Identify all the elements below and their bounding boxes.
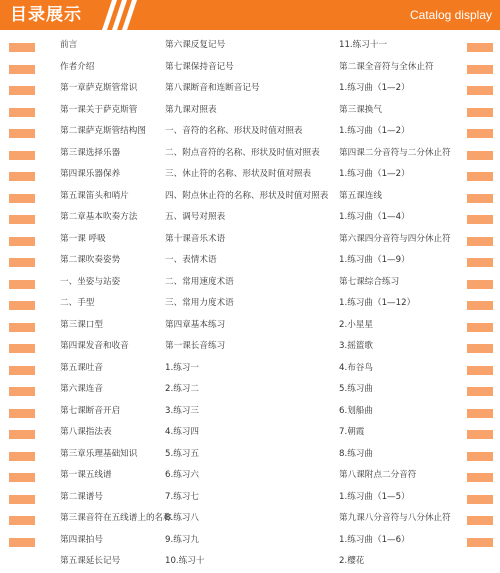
rail-bar	[467, 344, 493, 353]
rail-bar	[467, 301, 493, 310]
toc-row	[60, 121, 460, 143]
toc-entry: 一、音符的名称、形状及时值对照表	[165, 126, 303, 136]
rail-bar	[467, 65, 493, 74]
rail-bar	[9, 194, 35, 203]
toc-entry: 第六课连音	[60, 384, 103, 394]
toc-entry: 1.练习曲（1—2）	[339, 169, 410, 179]
left-decorative-rail	[9, 37, 35, 549]
rail-bar	[9, 108, 35, 117]
toc-entry: 第二课萨克斯管结构图	[60, 126, 146, 136]
toc-entry: 4.布谷鸟	[339, 362, 373, 373]
toc-entry: 作者介绍	[60, 61, 95, 72]
toc-row	[60, 35, 460, 57]
toc-entry: 第四课二分音符与二分休止符	[339, 147, 451, 158]
toc-entry: 第四章基本练习	[165, 319, 226, 330]
rail-bar	[467, 258, 493, 267]
toc-entry: 1.练习曲（1—2）	[339, 126, 410, 136]
toc-entry: 第五课连线	[339, 190, 382, 201]
toc-entry: 第八课附点二分音符	[339, 470, 417, 480]
toc-entry: 第三课选择乐器	[60, 147, 121, 158]
toc-row	[60, 315, 460, 337]
rail-bar	[9, 366, 35, 375]
toc-entry: 11.练习十一	[339, 40, 388, 50]
decorative-stripes-icon	[98, 0, 140, 30]
toc-entry: 二、附点音符的名称、形状及时值对照表	[165, 147, 320, 158]
toc-row	[60, 78, 460, 100]
toc-row	[60, 336, 460, 358]
toc-entry: 7.练习七	[165, 491, 199, 502]
toc-entry: 1.练习曲（1—5）	[339, 491, 410, 502]
toc-entry: 第五课延长记号	[60, 556, 121, 566]
toc-entry: 第八课指法表	[60, 427, 112, 437]
toc-entry: 第一课五线谱	[60, 470, 112, 480]
toc-entry: 8.练习八	[165, 513, 199, 523]
toc-row	[60, 57, 460, 79]
toc-entry: 1.练习曲（1—12）	[339, 298, 416, 308]
rail-bar	[9, 344, 35, 353]
rail-bar	[467, 151, 493, 160]
toc-entry: 三、常用力度术语	[165, 298, 234, 308]
toc-row	[60, 164, 460, 186]
rail-bar	[467, 172, 493, 181]
right-decorative-rail	[467, 37, 493, 549]
toc-entry: 二、常用速度术语	[165, 276, 234, 287]
toc-entry: 四、附点休止符的名称、形状及时值对照表	[165, 190, 329, 201]
toc-row	[60, 272, 460, 294]
toc-entry: 第四课乐器保养	[60, 169, 121, 179]
rail-bar	[467, 108, 493, 117]
toc-entry: 6.练习六	[165, 470, 199, 480]
toc-entry: 4.练习四	[165, 427, 199, 437]
rail-bar	[467, 495, 493, 504]
rail-bar	[467, 538, 493, 547]
toc-entry: 前言	[60, 40, 78, 50]
rail-bar	[9, 473, 35, 482]
toc-row	[60, 207, 460, 229]
toc-entry: 第六课反复记号	[165, 40, 226, 50]
toc-entry: 第五课吐音	[60, 362, 103, 373]
rail-bar	[467, 516, 493, 525]
toc-entry: 10.练习十	[165, 556, 205, 566]
rail-bar	[9, 323, 35, 332]
toc-entry: 第一课 呼吸	[60, 233, 106, 244]
toc-entry: 第四课拍号	[60, 534, 103, 545]
toc-entry: 2.樱花	[339, 556, 365, 566]
rail-bar	[9, 43, 35, 52]
rail-bar	[9, 280, 35, 289]
toc-entry: 第二课吹奏姿势	[60, 255, 121, 265]
rail-bar	[9, 151, 35, 160]
rail-bar	[467, 366, 493, 375]
toc-entry: 3.练习三	[165, 405, 199, 416]
toc-row	[60, 293, 460, 315]
rail-bar	[9, 387, 35, 396]
toc-entry: 第二课谱号	[60, 491, 103, 502]
toc-entry: 第九课对照表	[165, 104, 217, 115]
rail-bar	[467, 452, 493, 461]
toc-entry: 第二章基本吹奏方法	[60, 212, 138, 222]
rail-bar	[467, 129, 493, 138]
toc-entry: 一、坐姿与站姿	[60, 276, 121, 287]
toc-entry: 1.练习曲（1—4）	[339, 212, 410, 222]
toc-entry: 第二课全音符与全休止符	[339, 61, 434, 72]
toc-row	[60, 551, 460, 573]
toc-entry: 1.练习曲（1—2）	[339, 83, 410, 93]
toc-entry: 三、休止符的名称、形状及时值对照表	[165, 169, 312, 179]
rail-bar	[9, 516, 35, 525]
toc-entry: 1.练习一	[165, 362, 199, 373]
rail-bar	[9, 65, 35, 74]
toc-entry: 2.练习二	[165, 384, 199, 394]
catalog-title: 目录展示	[10, 5, 82, 25]
toc-entry: 3.摇篮歌	[339, 341, 373, 351]
catalog-subtitle: Catalog display	[409, 8, 492, 22]
rail-bar	[9, 172, 35, 181]
toc-row	[60, 422, 460, 444]
rail-bar	[467, 86, 493, 95]
toc-row	[60, 229, 460, 251]
toc-row	[60, 358, 460, 380]
toc-row	[60, 100, 460, 122]
toc-entry: 5.练习曲	[339, 384, 373, 394]
toc-row	[60, 379, 460, 401]
toc-entry: 7.朝霞	[339, 427, 365, 437]
toc-entry: 第四课发音和收音	[60, 341, 129, 351]
catalog-header	[0, 0, 500, 30]
toc-entry: 第六课四分音符与四分休止符	[339, 233, 451, 244]
toc-entry: 第十课音乐术语	[165, 233, 226, 244]
rail-bar	[9, 452, 35, 461]
toc-entry: 第三课音符在五线谱上的名称	[60, 513, 172, 523]
toc-row	[60, 530, 460, 552]
toc-entry: 8.练习曲	[339, 448, 373, 459]
toc-entry: 第七课断音开启	[60, 405, 121, 416]
toc-row	[60, 401, 460, 423]
toc-entry: 一、表情术语	[165, 255, 217, 265]
rail-bar	[9, 215, 35, 224]
toc-row	[60, 508, 460, 530]
rail-bar	[9, 495, 35, 504]
rail-bar	[9, 538, 35, 547]
toc-entry: 第九课八分音符与八分休止符	[339, 513, 451, 523]
toc-entry: 五、调号对照表	[165, 212, 226, 222]
rail-bar	[9, 301, 35, 310]
rail-bar	[467, 387, 493, 396]
rail-bar	[9, 86, 35, 95]
rail-bar	[467, 409, 493, 418]
toc-entry: 第八课断音和连断音记号	[165, 83, 260, 93]
toc-row	[60, 465, 460, 487]
toc-entry: 5.练习五	[165, 448, 199, 459]
toc-row	[60, 250, 460, 272]
toc-row	[60, 487, 460, 509]
toc-row	[60, 186, 460, 208]
toc-entry: 第五课笛头和哨片	[60, 190, 129, 201]
rail-bar	[467, 215, 493, 224]
toc-row	[60, 143, 460, 165]
rail-bar	[9, 237, 35, 246]
table-of-contents	[60, 35, 460, 573]
toc-entry: 第一章萨克斯管常识	[60, 83, 138, 93]
toc-entry: 第七课综合练习	[339, 276, 400, 287]
toc-entry: 2.小星星	[339, 319, 373, 330]
rail-bar	[467, 43, 493, 52]
toc-entry: 第七课保持音记号	[165, 61, 234, 72]
toc-entry: 1.练习曲（1—6）	[339, 534, 410, 545]
rail-bar	[9, 409, 35, 418]
toc-row	[60, 444, 460, 466]
toc-entry: 6.划船曲	[339, 405, 373, 416]
toc-entry: 1.练习曲（1—9）	[339, 255, 410, 265]
toc-entry: 二、手型	[60, 298, 95, 308]
toc-entry: 第三课换气	[339, 104, 382, 115]
rail-bar	[467, 280, 493, 289]
rail-bar	[467, 194, 493, 203]
rail-bar	[467, 473, 493, 482]
rail-bar	[9, 258, 35, 267]
rail-bar	[9, 129, 35, 138]
toc-entry: 第三章乐理基础知识	[60, 448, 138, 459]
rail-bar	[9, 430, 35, 439]
rail-bar	[467, 237, 493, 246]
toc-entry: 第三课口型	[60, 319, 103, 330]
rail-bar	[467, 323, 493, 332]
rail-bar	[467, 430, 493, 439]
toc-entry: 9.练习九	[165, 534, 199, 545]
toc-entry: 第一课关于萨克斯管	[60, 104, 138, 115]
toc-entry: 第一课长音练习	[165, 341, 226, 351]
